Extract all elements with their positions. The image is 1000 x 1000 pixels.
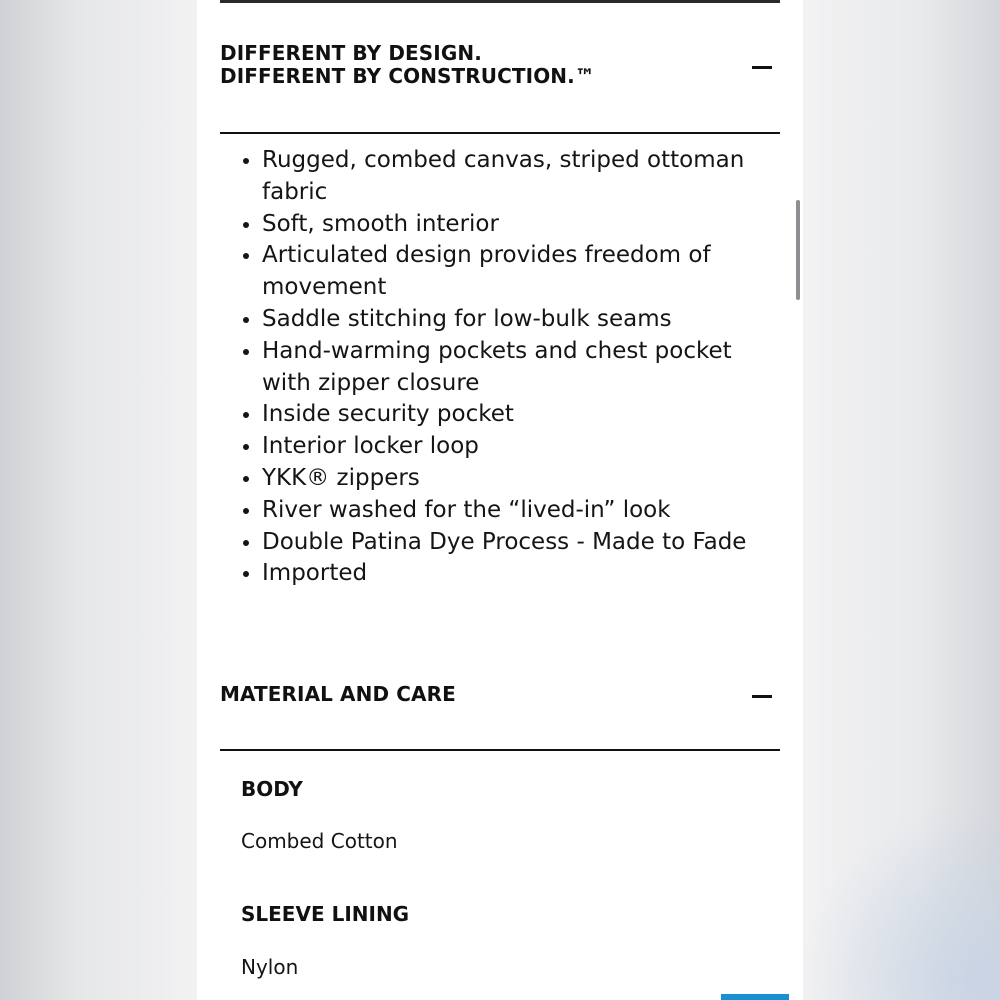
- spec-value-body: Combed Cotton: [241, 829, 398, 853]
- vertical-scrollbar[interactable]: [796, 200, 800, 300]
- material-section-title: MATERIAL AND CARE: [220, 682, 456, 706]
- feature-item: • Saddle stitching for low-bulk seams: [262, 304, 780, 336]
- background-blur: [800, 800, 1000, 1000]
- design-section-title-line1: DIFFERENT BY DESIGN.: [220, 41, 482, 65]
- feature-item: • Imported: [262, 558, 780, 590]
- collapse-minus-icon[interactable]: [752, 695, 772, 698]
- section-divider: [220, 749, 780, 751]
- design-section-title-line2: DIFFERENT BY CONSTRUCTION.™: [220, 64, 595, 88]
- collapse-minus-icon[interactable]: [752, 66, 772, 69]
- feature-list: [220, 145, 780, 590]
- feature-item: • Interior locker loop: [262, 431, 780, 463]
- spec-label-sleeve-lining: SLEEVE LINING: [241, 902, 410, 926]
- feature-item: • Inside security pocket: [262, 399, 780, 431]
- section-divider: [220, 132, 780, 134]
- feature-item: • Hand-warming pockets and chest pocket with zipper closure: [262, 336, 780, 400]
- feature-item: • River washed for the “lived-in” look: [262, 495, 780, 527]
- feature-item: • YKK® zippers: [262, 463, 780, 495]
- material-section-header[interactable]: [220, 683, 780, 709]
- product-image-edge: [220, 0, 780, 3]
- feature-item: • Soft, smooth interior: [262, 209, 780, 241]
- feature-item: • Rugged, combed canvas, striped ottoman fabric: [262, 145, 780, 209]
- floating-action-button[interactable]: [721, 994, 789, 1000]
- spec-label-body: BODY: [241, 777, 303, 801]
- spec-value-sleeve-lining: Nylon: [241, 955, 299, 979]
- design-section-header[interactable]: [220, 42, 780, 92]
- feature-item: • Articulated design provides freedom of movement: [262, 240, 780, 304]
- product-details-page: [197, 0, 803, 1000]
- feature-item: • Double Patina Dye Process - Made to Fade: [262, 527, 780, 559]
